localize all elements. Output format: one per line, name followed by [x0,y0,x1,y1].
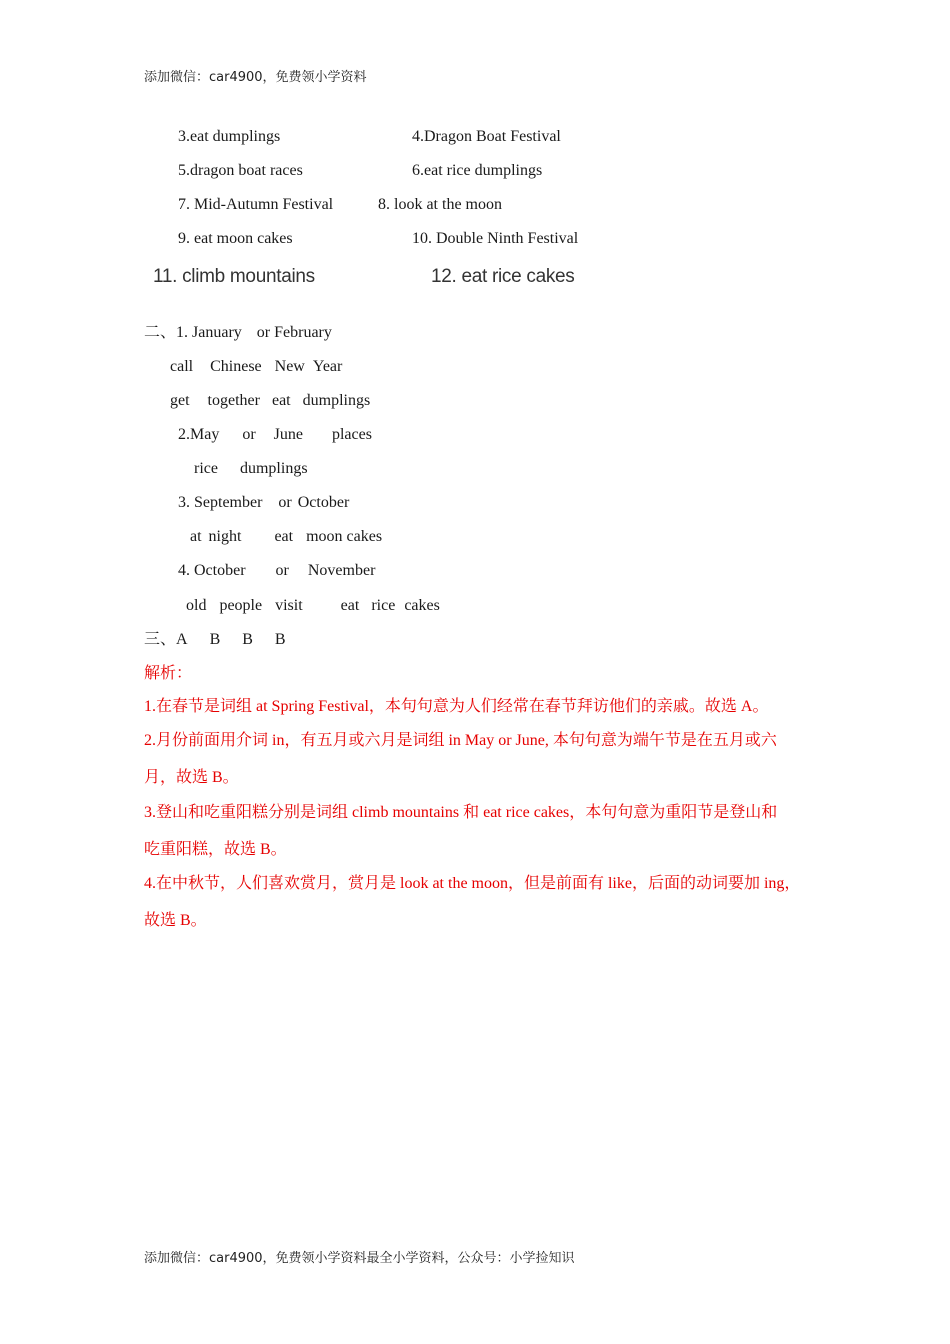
item-9: 9. eat moon cakes [178,230,293,247]
section2-row-4: 2.May or June places [178,426,372,443]
section2-row-7: at night eat moon cakes [190,528,383,545]
section3-answers: 三、A B B B [144,631,286,648]
item-12: 12. eat rice cakes [431,266,575,287]
analysis-line-6: 4.在中秋节，人们喜欢赏月，赏月是 look at the moon，但是前面有 like，后面的动词要加 ing， [144,875,801,892]
page-header: 添加微信：car4900，免费领小学资料 [144,70,367,85]
section2-row-8: 4. October or November [178,562,376,579]
analysis-line-3: 月，故选 B。 [144,769,239,786]
analysis-line-7: 故选 B。 [144,912,207,929]
analysis-line-1: 1.在春节是词组 at Spring Festival，本句句意为人们经常在春节拜访他们的亲戚。故选 A。 [144,698,769,715]
section2-row-5: rice dumplings [194,460,308,477]
item-6: 6.eat rice dumplings [412,162,543,179]
item-3: 3.eat dumplings [178,128,281,145]
analysis-line-4: 3.登山和吃重阳糕分别是词组 climb mountains 和 eat rice cakes，本句句意为重阳节是登山和 [144,804,778,821]
section2-label: 二、 [144,324,177,341]
item-11: 11. climb mountains [153,266,315,287]
item-7: 7. Mid-Autumn Festival [178,196,334,213]
section2-row-6: 3. September or October [178,494,350,511]
section2-row-3: get together eat dumplings [170,392,371,409]
analysis-line-5: 吃重阳糕，故选 B。 [144,841,287,858]
section2-row-9: old people visit eat rice cakes [186,597,440,614]
analysis-line-2: 2.月份前面用介词 in，有五月或六月是词组 in May or June, 本句句意为端午节是在五月或六 [144,732,777,749]
section3-label: 三、 [144,631,177,648]
item-8: 8. look at the moon [378,196,502,213]
section2-row-2: call Chinese New Year [170,358,343,375]
item-4: 4.Dragon Boat Festival [412,128,561,145]
page-footer: 添加微信：car4900，免费领小学资料最全小学资料，公众号：小学捡知识 [144,1251,575,1266]
item-10: 10. Double Ninth Festival [412,230,579,247]
section2-row-1: 二、1. January or February [144,324,332,341]
item-5: 5.dragon boat races [178,162,303,179]
analysis-title: 解析： [144,665,193,682]
